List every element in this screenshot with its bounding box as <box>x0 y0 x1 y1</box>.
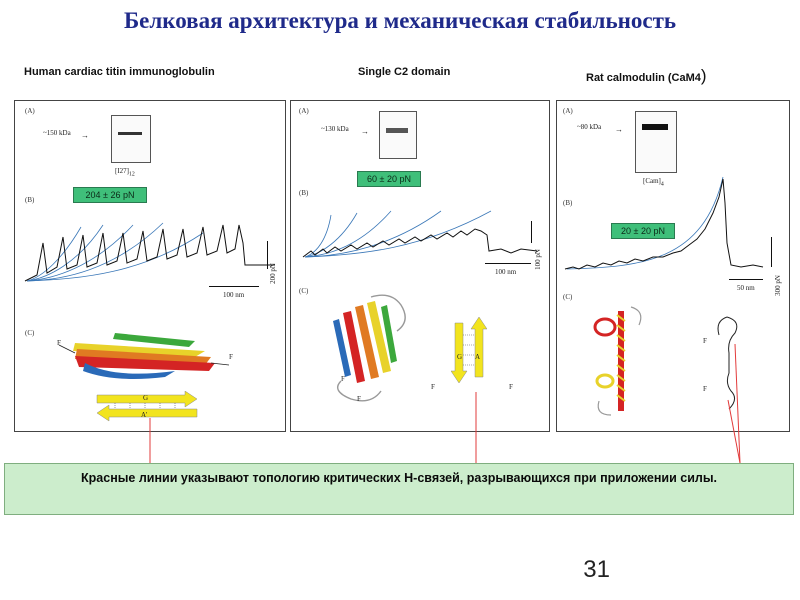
gel-caption: $[Cam]_4$ <box>643 177 664 188</box>
length-scale-label: 100 nm <box>223 291 245 299</box>
gel-mass-label: ~150 kDa <box>43 129 71 137</box>
gel-caption: $[I27]_{12}$ <box>115 167 135 178</box>
length-scale-label: 100 nm <box>495 268 517 276</box>
ribbon-end-label-2: F <box>357 395 361 403</box>
panel-c-label: (C) <box>563 293 573 301</box>
panel-c-label: (C) <box>25 329 35 337</box>
slide-title: Белковая архитектура и механическая стабильность <box>123 8 677 33</box>
panel-c-label: (C) <box>299 287 309 295</box>
topology-end-top: F <box>703 337 707 345</box>
gel-mass-label: ~130 kDa <box>321 125 349 133</box>
arrow-right-icon: → <box>615 125 623 134</box>
column-heading-calmodulin: Rat calmodulin (CaM4) <box>586 66 707 85</box>
column-heading-c2: Single C2 domain <box>358 66 451 78</box>
length-scale-label: 50 nm <box>737 284 755 292</box>
panel-b-label: (B) <box>299 189 309 197</box>
panel-b-label: (B) <box>563 199 573 207</box>
force-scale-label: 100 pN <box>534 249 542 270</box>
ribbon-end-right: F <box>229 353 233 361</box>
topology-end-left: F <box>431 383 435 391</box>
force-label-badge: 20 ± 20 pN <box>611 223 675 239</box>
arrow-right-icon: → <box>81 131 89 140</box>
strand-label-g: G <box>457 353 463 361</box>
force-scale-label: 200 pN <box>269 263 277 284</box>
force-label-badge: 204 ± 26 pN <box>73 187 147 203</box>
strand-label-a-prime: A' <box>141 411 148 419</box>
gel-mass-label: ~80 kDa <box>577 123 602 131</box>
page-number: 31 <box>583 556 610 583</box>
ribbon-end-label: F <box>341 375 345 383</box>
column-heading-titin: Human cardiac titin immunoglobulin <box>24 66 215 78</box>
panel-a-label: (A) <box>563 107 573 115</box>
panel-b-label: (B) <box>25 196 35 204</box>
force-label-badge: 60 ± 20 pN <box>357 171 421 187</box>
caption-box: Красные линии указывают топологию критических H-связей, разрывающихся при приложении силы. <box>4 463 794 515</box>
strand-label-a: A <box>475 353 481 361</box>
strand-label-g: G <box>143 394 149 402</box>
topology-end-right: F <box>509 383 513 391</box>
topology-end-bottom: F <box>703 385 707 393</box>
panel-a-label: (A) <box>25 107 35 115</box>
ribbon-end-left: F <box>57 339 61 347</box>
arrow-right-icon: → <box>361 127 369 136</box>
force-scale-label: 300 pN <box>774 275 782 296</box>
panel-a-label: (A) <box>299 107 309 115</box>
